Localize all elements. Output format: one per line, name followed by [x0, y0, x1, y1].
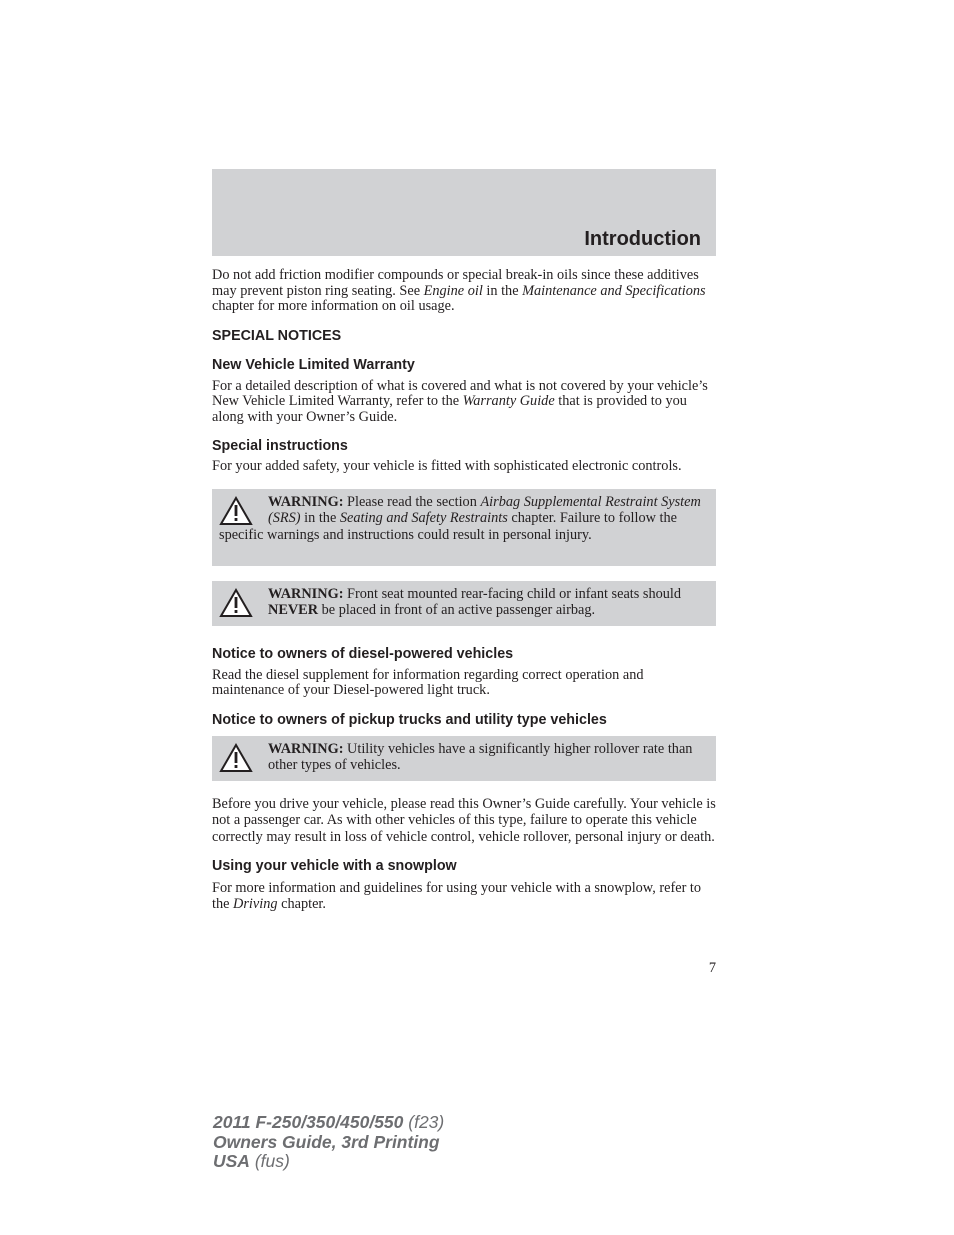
- instructions-paragraph: For your added safety, your vehicle is fitted with sophisticated electronic controls.: [212, 458, 682, 474]
- content-column: [212, 268, 716, 912]
- header-band: [212, 169, 716, 256]
- pickup-paragraph: Before you drive your vehicle, please read this Owner’s Guide carefully. Your vehicle is not a passenger car. As with other vehicles of this type, failure to operate this vehicle correctly may result in loss of vehicle control, vehicle rollover, personal injury or death.: [212, 795, 716, 845]
- pickup-heading: Notice to owners of pickup trucks and utility type vehicles: [212, 711, 607, 728]
- snowplow-text-a: For more information and guidelines for using your vehicle with a snowplow, refer to the: [212, 880, 702, 912]
- diesel-heading: Notice to owners of diesel-powered vehicles: [212, 645, 514, 662]
- page-number: 7: [708, 960, 716, 976]
- footer-model-code: (f23): [403, 1112, 445, 1132]
- page-title: Introduction: [584, 228, 701, 250]
- warning2-text-b: be placed in front of an active passenger airbag.: [318, 602, 596, 618]
- warning-triangle-icon: [219, 743, 253, 773]
- warning3-text: Utility vehicles have a significantly higher rollover rate than other types of vehicles.: [268, 740, 693, 773]
- warning-triangle-icon: [219, 496, 253, 526]
- warning2-text-a: Front seat mounted rear-facing child or infant seats should: [343, 585, 682, 602]
- warning1-text-a: Please read the section: [343, 493, 481, 510]
- footer-market-code: (fus): [249, 1151, 290, 1171]
- warranty-paragraph: [212, 379, 716, 426]
- intro-text-a: Do not add friction modifier compounds or special break-in oils since these additives may prevent piston ring seating. See: [212, 267, 699, 299]
- diesel-paragraph: Read the diesel supplement for information regarding correct operation and maintenance of your Diesel-powered light truck.: [212, 666, 644, 698]
- intro-text-b: in the: [482, 282, 523, 299]
- snowplow-heading: Using your vehicle with a snowplow: [212, 858, 457, 874]
- footer-model: 2011 F-250/350/450/550: [213, 1112, 404, 1132]
- intro-ref-engine-oil: Engine oil: [423, 282, 483, 299]
- warranty-text-b: that is provided to you along with your Owner’s Guide.: [212, 393, 687, 425]
- warning2-never: NEVER: [268, 602, 319, 618]
- snowplow-paragraph: [212, 881, 716, 912]
- instructions-heading: Special instructions: [212, 438, 348, 454]
- footer-edition-info: [213, 1113, 444, 1172]
- warning-box-airbag: [212, 489, 716, 566]
- warranty-text-a: For a detailed description of what is covered and what is not covered by your vehicle’s New Vehicle Limited Warranty, refer to the: [212, 377, 708, 409]
- warning-label: WARNING:: [268, 493, 344, 510]
- snowplow-text-b: chapter.: [277, 895, 326, 912]
- warning-box-rollover: [212, 736, 716, 781]
- intro-ref-maintenance: Maintenance and Specifications: [522, 282, 706, 299]
- warranty-ref: Warranty Guide: [462, 393, 555, 409]
- warning-triangle-icon: [219, 588, 253, 618]
- warning1-text-c: chapter. Failure to follow the specific warnings and instructions could result in personal injury.: [219, 510, 677, 543]
- warning1-text-b: in the: [300, 510, 340, 526]
- warning-box-child-seat: [212, 581, 716, 626]
- footer-line-1: [213, 1113, 444, 1133]
- footer-market: USA: [213, 1151, 250, 1171]
- special-notices-heading: SPECIAL NOTICES: [212, 327, 342, 344]
- warranty-heading: New Vehicle Limited Warranty: [212, 356, 415, 373]
- footer-line-2: Owners Guide, 3rd Printing: [213, 1131, 440, 1152]
- intro-text-c: chapter for more information on oil usage.: [212, 298, 455, 314]
- warning1-ref-srs: Airbag Supplemental Restraint System (SRS): [268, 493, 701, 526]
- warning-label: WARNING:: [268, 740, 344, 757]
- warning1-ref-seating: Seating and Safety Restraints: [339, 510, 508, 526]
- footer-line-3: [213, 1152, 444, 1172]
- snowplow-ref-driving: Driving: [233, 895, 278, 912]
- warning-label: WARNING:: [268, 585, 344, 602]
- intro-paragraph: [212, 268, 716, 315]
